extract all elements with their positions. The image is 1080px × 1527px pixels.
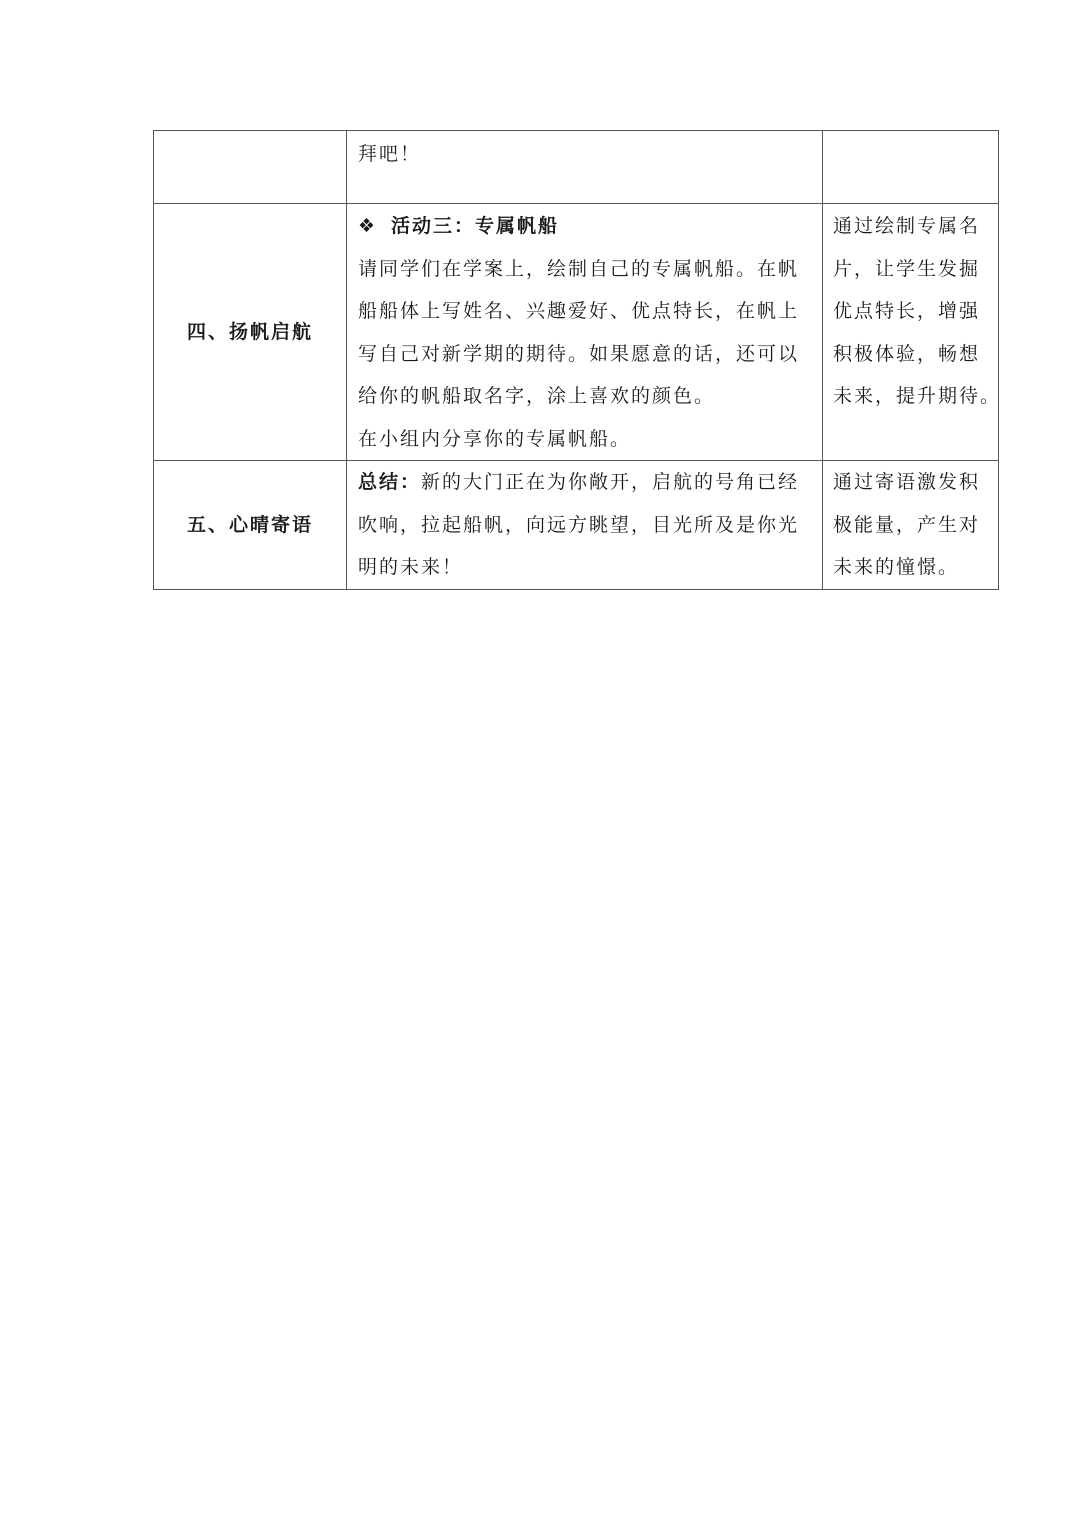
- purpose-cell: [823, 461, 999, 590]
- purpose-line: 积极体验，畅想: [833, 342, 981, 365]
- content-line: 吹响，拉起船帆，向远方眺望，目光所及是你光: [358, 513, 800, 536]
- content-line: 拜吧！: [358, 143, 422, 165]
- content-line: 写自己对新学期的期待。如果愿意的话，还可以: [358, 342, 800, 365]
- content-line: 给你的帆船取名字，涂上喜欢的颜色。: [358, 385, 716, 407]
- purpose-line: 通过绘制专属名: [833, 215, 981, 237]
- content-cell: [347, 131, 823, 204]
- table-row: [154, 131, 999, 204]
- summary-text: 新的大门正在为你敞开，启航的号角已经: [421, 471, 800, 493]
- content-line: 船船体上写姓名、兴趣爱好、优点特长，在帆上: [358, 300, 800, 322]
- activity-heading: [358, 205, 812, 248]
- stage-cell: [154, 131, 347, 204]
- purpose-cell: [823, 204, 1002, 461]
- purpose-line: 未来，提升期待。: [833, 385, 1002, 407]
- purpose-line: 极能量，产生对: [833, 513, 981, 536]
- stage-cell: 五、心晴寄语: [154, 461, 347, 590]
- purpose-cell: [823, 131, 999, 204]
- content-line: 请同学们在学案上，绘制自己的专属帆船。在帆: [358, 257, 800, 280]
- content-line: [358, 461, 812, 504]
- content-cell: [347, 204, 823, 461]
- table-row: [154, 461, 999, 590]
- content-line: 明的未来！: [358, 556, 464, 578]
- stage-cell: 四、扬帆启航: [154, 204, 347, 461]
- table-row: [154, 204, 999, 461]
- diamond-bullet-icon: ❖: [358, 215, 378, 237]
- lesson-plan-table: [153, 130, 1002, 590]
- purpose-line: 通过寄语激发积: [833, 471, 981, 493]
- purpose-line: 优点特长，增强: [833, 300, 981, 322]
- summary-label: 总结：: [358, 471, 422, 493]
- activity-title: 活动三：专属帆船: [391, 215, 560, 237]
- content-line: 在小组内分享你的专属帆船。: [358, 427, 632, 450]
- content-cell: [347, 461, 823, 590]
- purpose-line: 未来的憧憬。: [833, 556, 960, 578]
- purpose-line: 片，让学生发掘: [833, 257, 981, 280]
